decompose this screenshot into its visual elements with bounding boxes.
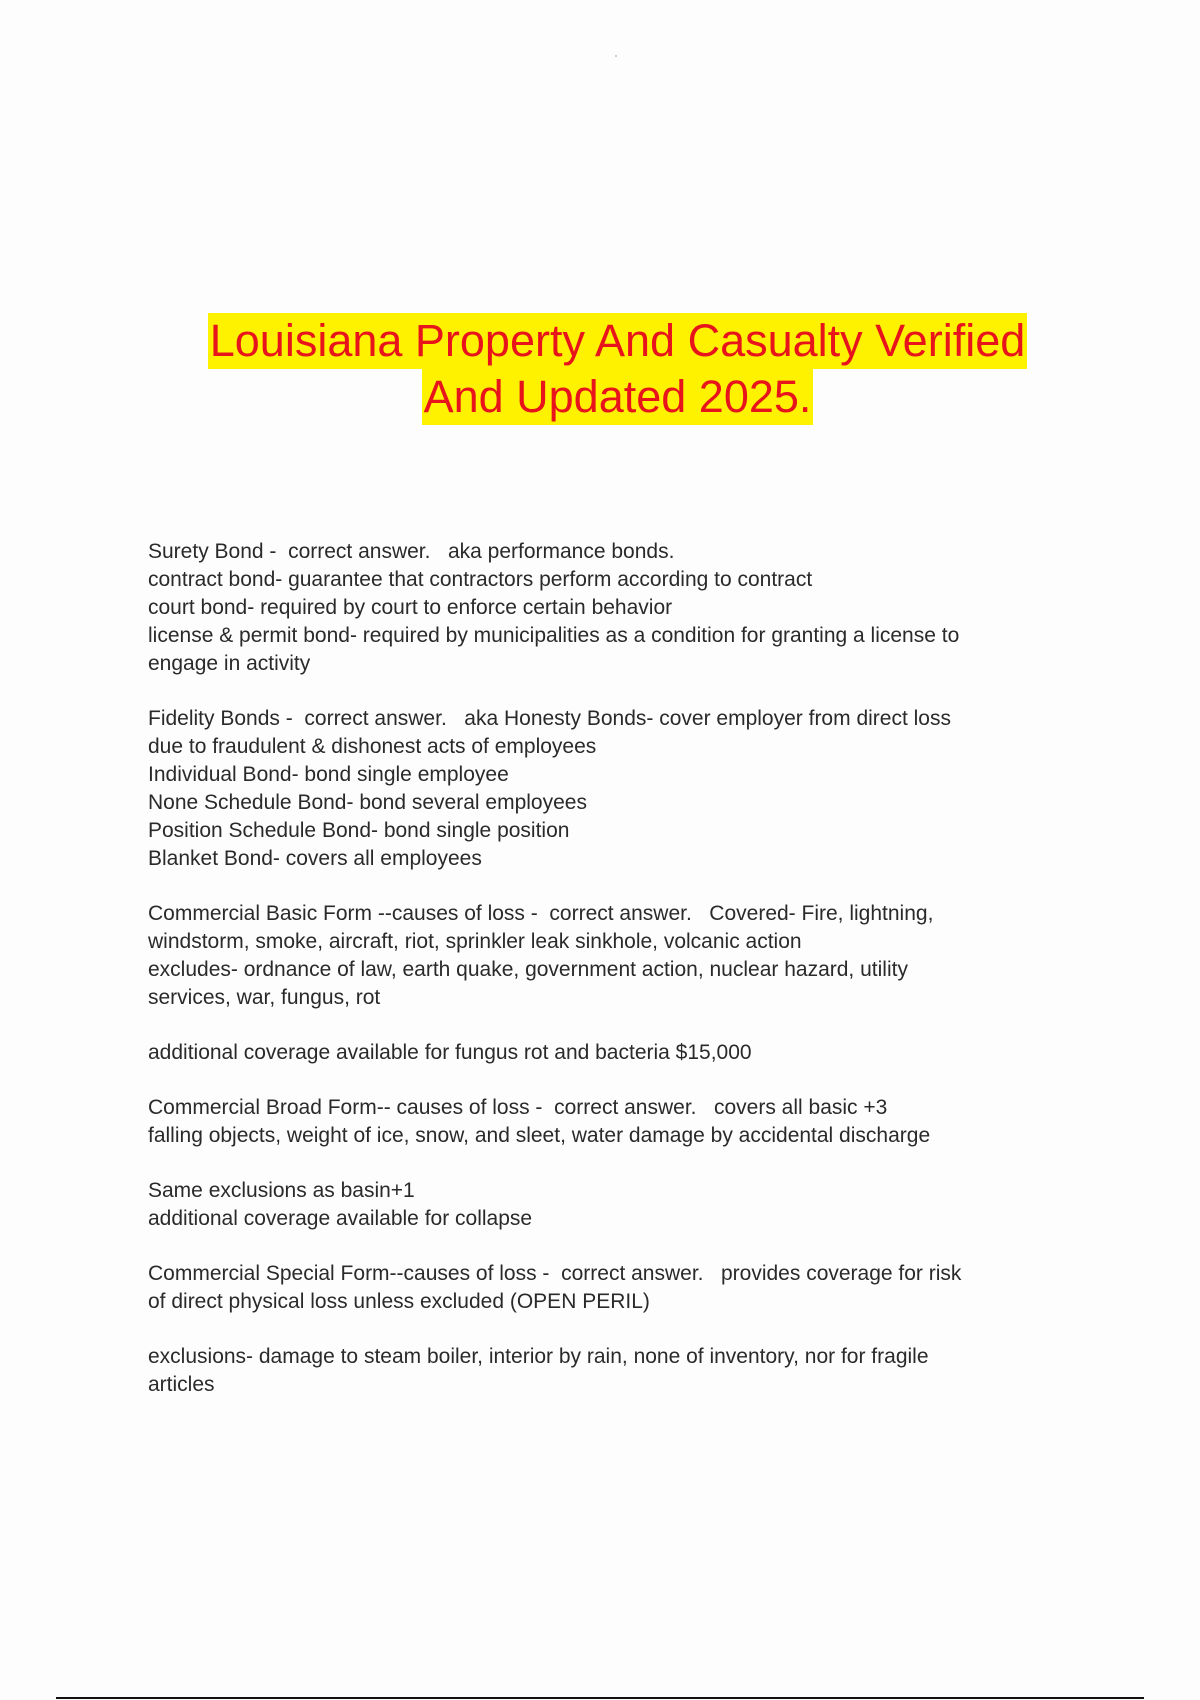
bottom-divider [56, 1697, 1144, 1699]
text-line: windstorm, smoke, aircraft, riot, sprinkler leak sinkhole, volcanic action [148, 930, 802, 953]
card-broad-exclusions [148, 1177, 1088, 1233]
flashcard-content [148, 538, 1088, 1426]
text-line: court bond- required by court to enforce certain behavior [148, 596, 673, 619]
text-line: Same exclusions as basin+1 [148, 1179, 415, 1202]
text-line: Fidelity Bonds - correct answer. aka Honesty Bonds- cover employer from direct loss [148, 707, 951, 730]
text-line: additional coverage available for fungus rot and bacteria $15,000 [148, 1041, 752, 1064]
text-line: services, war, fungus, rot [148, 986, 381, 1009]
card-special-exclusions [148, 1343, 1088, 1399]
text-line: articles [148, 1373, 215, 1396]
card-surety-bond [148, 538, 1088, 678]
card-commercial-special-form [148, 1260, 1088, 1316]
text-line: contract bond- guarantee that contractors perform according to contract [148, 568, 813, 591]
card-commercial-basic-form [148, 900, 1088, 1012]
text-line: license & permit bond- required by municipalities as a condition for granting a license to [148, 624, 960, 647]
scan-speck [615, 55, 617, 57]
text-line: excludes- ordnance of law, earth quake, government action, nuclear hazard, utility [148, 958, 908, 981]
text-line: due to fraudulent & dishonest acts of employees [148, 735, 597, 758]
text-line: of direct physical loss unless excluded (OPEN PERIL) [148, 1290, 650, 1313]
title-line-1: Louisiana Property And Casualty Verified [208, 313, 1028, 369]
text-line: falling objects, weight of ice, snow, and sleet, water damage by accidental discharge [148, 1124, 931, 1147]
text-line: Individual Bond- bond single employee [148, 763, 509, 786]
text-line: Commercial Basic Form --causes of loss - correct answer. Covered- Fire, lightning, [148, 902, 934, 925]
text-line: Position Schedule Bond- bond single position [148, 819, 570, 842]
card-basic-additional-coverage [148, 1039, 1088, 1067]
text-line: Commercial Broad Form-- causes of loss - correct answer. covers all basic +3 [148, 1096, 888, 1119]
text-line: exclusions- damage to steam boiler, interior by rain, none of inventory, nor for fragile [148, 1345, 929, 1368]
text-line: Commercial Special Form--causes of loss - correct answer. provides coverage for risk [148, 1262, 962, 1285]
card-fidelity-bonds [148, 705, 1088, 873]
card-commercial-broad-form [148, 1094, 1088, 1150]
text-line: engage in activity [148, 652, 311, 675]
text-line: None Schedule Bond- bond several employees [148, 791, 587, 814]
title-line-2: And Updated 2025. [422, 369, 814, 425]
text-line: additional coverage available for collapse [148, 1207, 533, 1230]
document-title [0, 313, 1200, 425]
text-line: Blanket Bond- covers all employees [148, 847, 482, 870]
text-line: Surety Bond - correct answer. aka performance bonds. [148, 540, 675, 563]
